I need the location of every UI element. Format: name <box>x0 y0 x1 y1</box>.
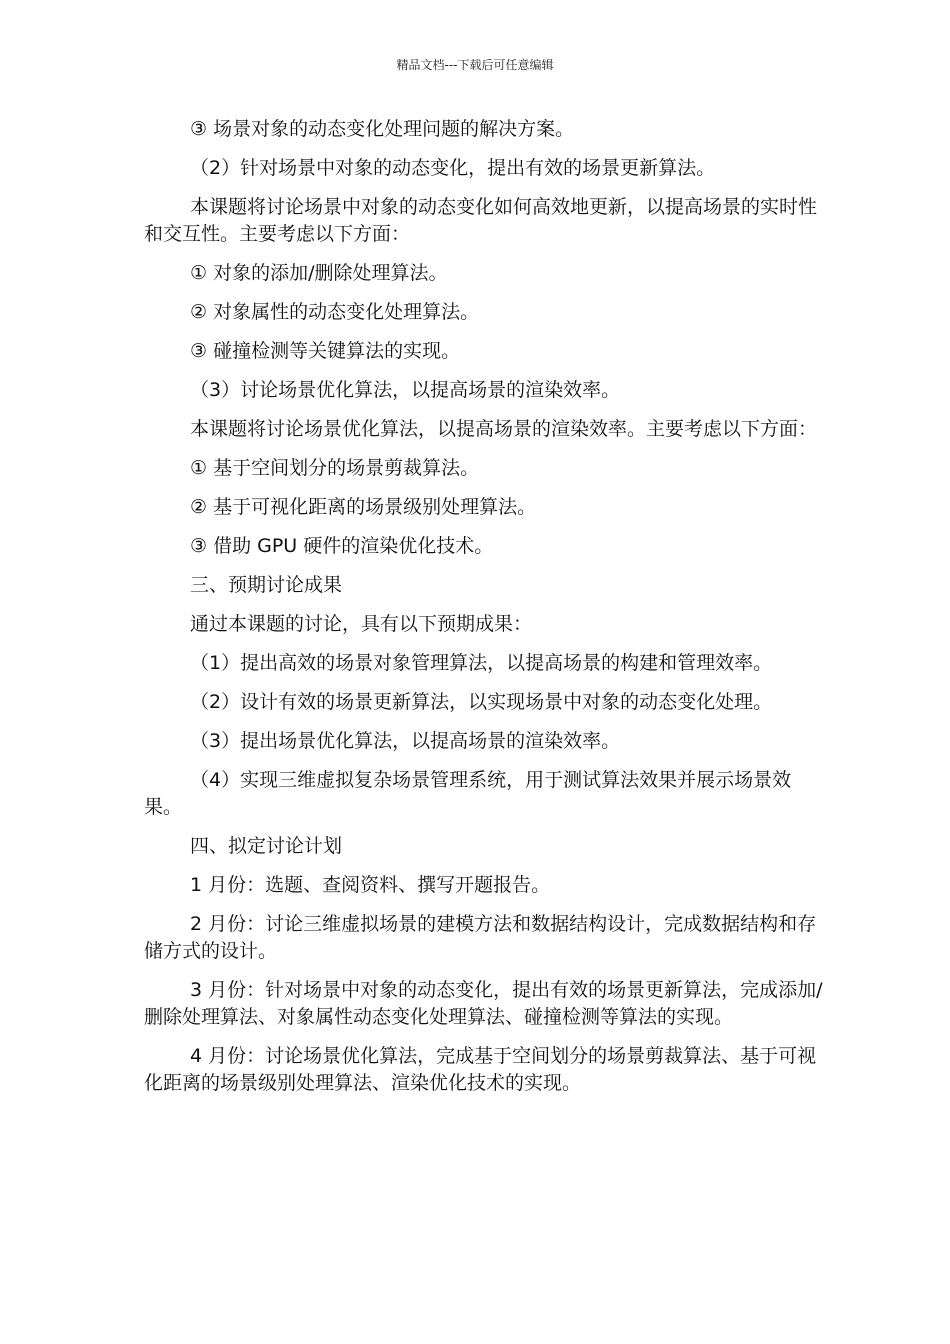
paragraph: （2）设计有效的场景更新算法，以实现场景中对象的动态变化处理。 <box>190 691 773 713</box>
paragraph: ③ 碰撞检测等关键算法的实现。 <box>190 340 461 362</box>
paragraph: 3 月份：针对场景中对象的动态变化，提出有效的场景更新算法，完成添加/删除处理算法、对象属性动态变化处理算法、碰撞检测等算法的实现。 <box>144 979 823 1028</box>
paragraph: （4）实现三维虚拟复杂场景管理系统，用于测试算法效果并展示场景效果。 <box>144 769 792 818</box>
section-heading: 三、预期讨论成果 <box>190 574 343 596</box>
paragraph: ① 基于空间划分的场景剪裁算法。 <box>190 457 480 479</box>
paragraph: （3）提出场景优化算法，以提高场景的渲染效率。 <box>190 730 621 752</box>
document-body <box>144 116 824 1109</box>
section-heading: 四、拟定讨论计划 <box>190 835 343 857</box>
paragraph: ② 对象属性的动态变化处理算法。 <box>190 301 480 323</box>
paragraph: 1 月份：选题、查阅资料、撰写开题报告。 <box>190 874 551 896</box>
paragraph: （2）针对场景中对象的动态变化，提出有效的场景更新算法。 <box>190 157 716 179</box>
paragraph: ② 基于可视化距离的场景级别处理算法。 <box>190 496 537 518</box>
paragraph: 本课题将讨论场景中对象的动态变化如何高效地更新，以提高场景的实时性和交互性。主要考虑以下方面： <box>144 196 818 245</box>
paragraph: 本课题将讨论场景优化算法，以提高场景的渲染效率。主要考虑以下方面： <box>190 418 818 440</box>
paragraph: 通过本课题的讨论，具有以下预期成果： <box>190 613 533 635</box>
paragraph: （3）讨论场景优化算法，以提高场景的渲染效率。 <box>190 379 621 401</box>
paragraph: ③ 借助 GPU 硬件的渲染优化技术。 <box>190 535 494 557</box>
page-header: 精品文档---下载后可任意编辑 <box>396 58 554 72</box>
paragraph: 4 月份：讨论场景优化算法，完成基于空间划分的场景剪裁算法、基于可视化距离的场景级别处理算法、渲染优化技术的实现。 <box>144 1045 817 1094</box>
paragraph: （1）提出高效的场景对象管理算法，以提高场景的构建和管理效率。 <box>190 652 773 674</box>
paragraph: ③ 场景对象的动态变化处理问题的解决方案。 <box>190 118 575 140</box>
paragraph: ① 对象的添加/删除处理算法。 <box>190 262 448 284</box>
paragraph: 2 月份：讨论三维虚拟场景的建模方法和数据结构设计，完成数据结构和存储方式的设计。 <box>144 913 817 962</box>
